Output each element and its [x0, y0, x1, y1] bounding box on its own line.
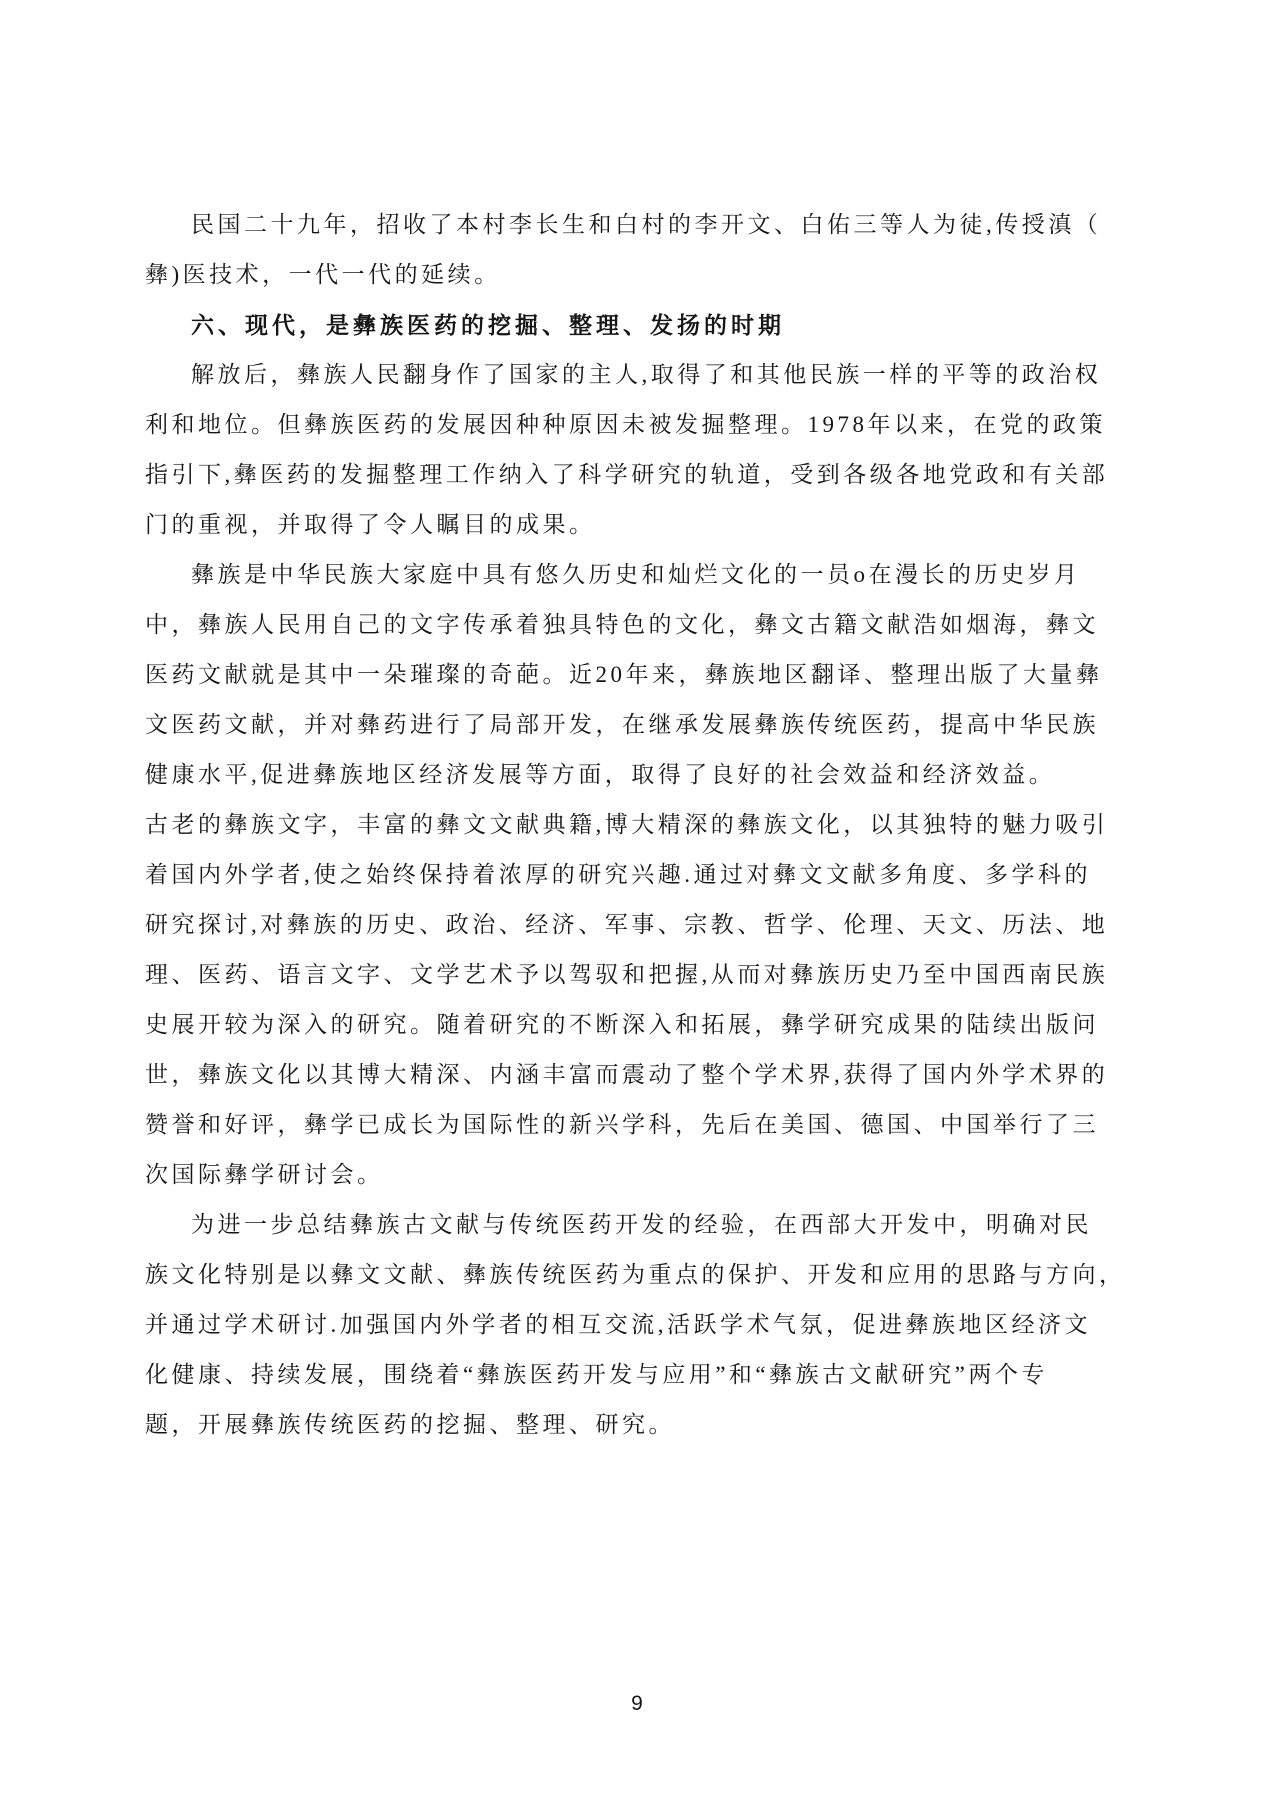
text-line: 理、医药、语言文字、文学艺术予以驾驭和把握,从而对彝族历史乃至中国西南民族 [145, 962, 1109, 987]
text-line: 彝族是中华民族大家庭中具有悠久历史和灿烂文化的一员o在漫长的历史岁月 [191, 562, 1081, 587]
text-line: 彝)医技术，一代一代的延续。 [145, 262, 501, 287]
text-line: 指引下,彝医药的发掘整理工作纳入了科学研究的轨道，受到各级各地党政和有关部 [145, 462, 1109, 487]
text-line: 世，彝族文化以其博大精深、内涵丰富而震动了整个学术界,获得了国内外学术界的 [145, 1062, 1109, 1087]
text-line: 中，彝族人民用自己的文字传承着独具特色的文化，彝文古籍文献浩如烟海，彝文 [145, 612, 1099, 637]
text-line: 族文化特别是以彝文文献、彝族传统医药为重点的保护、开发和应用的思路与方向， [145, 1262, 1126, 1287]
text-line: 古老的彝族文字，丰富的彝文文献典籍,博大精深的彝族文化，以其独特的魅力吸引 [145, 812, 1109, 837]
text-line: 为进一步总结彝族古文献与传统医药开发的经验，在西部大开发中，明确对民 [191, 1212, 1092, 1237]
document-body [145, 200, 1135, 1450]
text-line: 门的重视，并取得了令人瞩目的成果。 [145, 512, 596, 537]
text-line: 研究探讨,对彝族的历史、政治、经济、军事、宗教、哲学、伦理、天文、历法、地 [145, 912, 1109, 937]
section-heading: 六、现代，是彝族医药的挖掘、整理、发扬的时期 [191, 312, 785, 338]
text-line: 着国内外学者,使之始终保持着浓厚的研究兴趣.通过对彝文文献多角度、多学科的 [145, 862, 1091, 887]
text-line: 民国二十九年，招收了本村李长生和白村的李开文、白佑三等人为徒,传授滇（ [191, 212, 1102, 237]
text-line: 题，开展彝族传统医药的挖掘、整理、研究。 [145, 1412, 675, 1437]
page-number: 9 [631, 1692, 643, 1715]
text-line: 健康水平,促进彝族地区经济发展等方面，取得了良好的社会效益和经济效益。 [145, 762, 1056, 787]
text-line: 次国际彝学研讨会。 [145, 1162, 384, 1187]
text-line: 解放后，彝族人民翻身作了国家的主人,取得了和其他民族一样的平等的政治权 [191, 362, 1102, 387]
text-line: 赞誉和好评，彝学已成长为国际性的新兴学科，先后在美国、德国、中国举行了三 [145, 1112, 1099, 1137]
text-line: 史展开较为深入的研究。随着研究的不断深入和拓展，彝学研究成果的陆续出版问 [145, 1012, 1099, 1037]
text-line: 利和地位。但彝族医药的发展因种种原因未被发掘整理。1978年以来，在党的政策 [145, 412, 1106, 437]
text-line: 化健康、持续发展，围绕着“彝族医药开发与应用”和“彝族古文献研究”两个专 [145, 1362, 1048, 1387]
text-line: 医药文献就是其中一朵璀璨的奇葩。近20年来，彝族地区翻译、整理出版了大量彝 [145, 662, 1103, 687]
text-line: 并通过学术研讨.加强国内外学者的相互交流,活跃学术气氛，促进彝族地区经济文 [145, 1312, 1091, 1337]
text-line: 文医药文献，并对彝药进行了局部开发，在继承发展彝族传统医药，提高中华民族 [145, 712, 1099, 737]
